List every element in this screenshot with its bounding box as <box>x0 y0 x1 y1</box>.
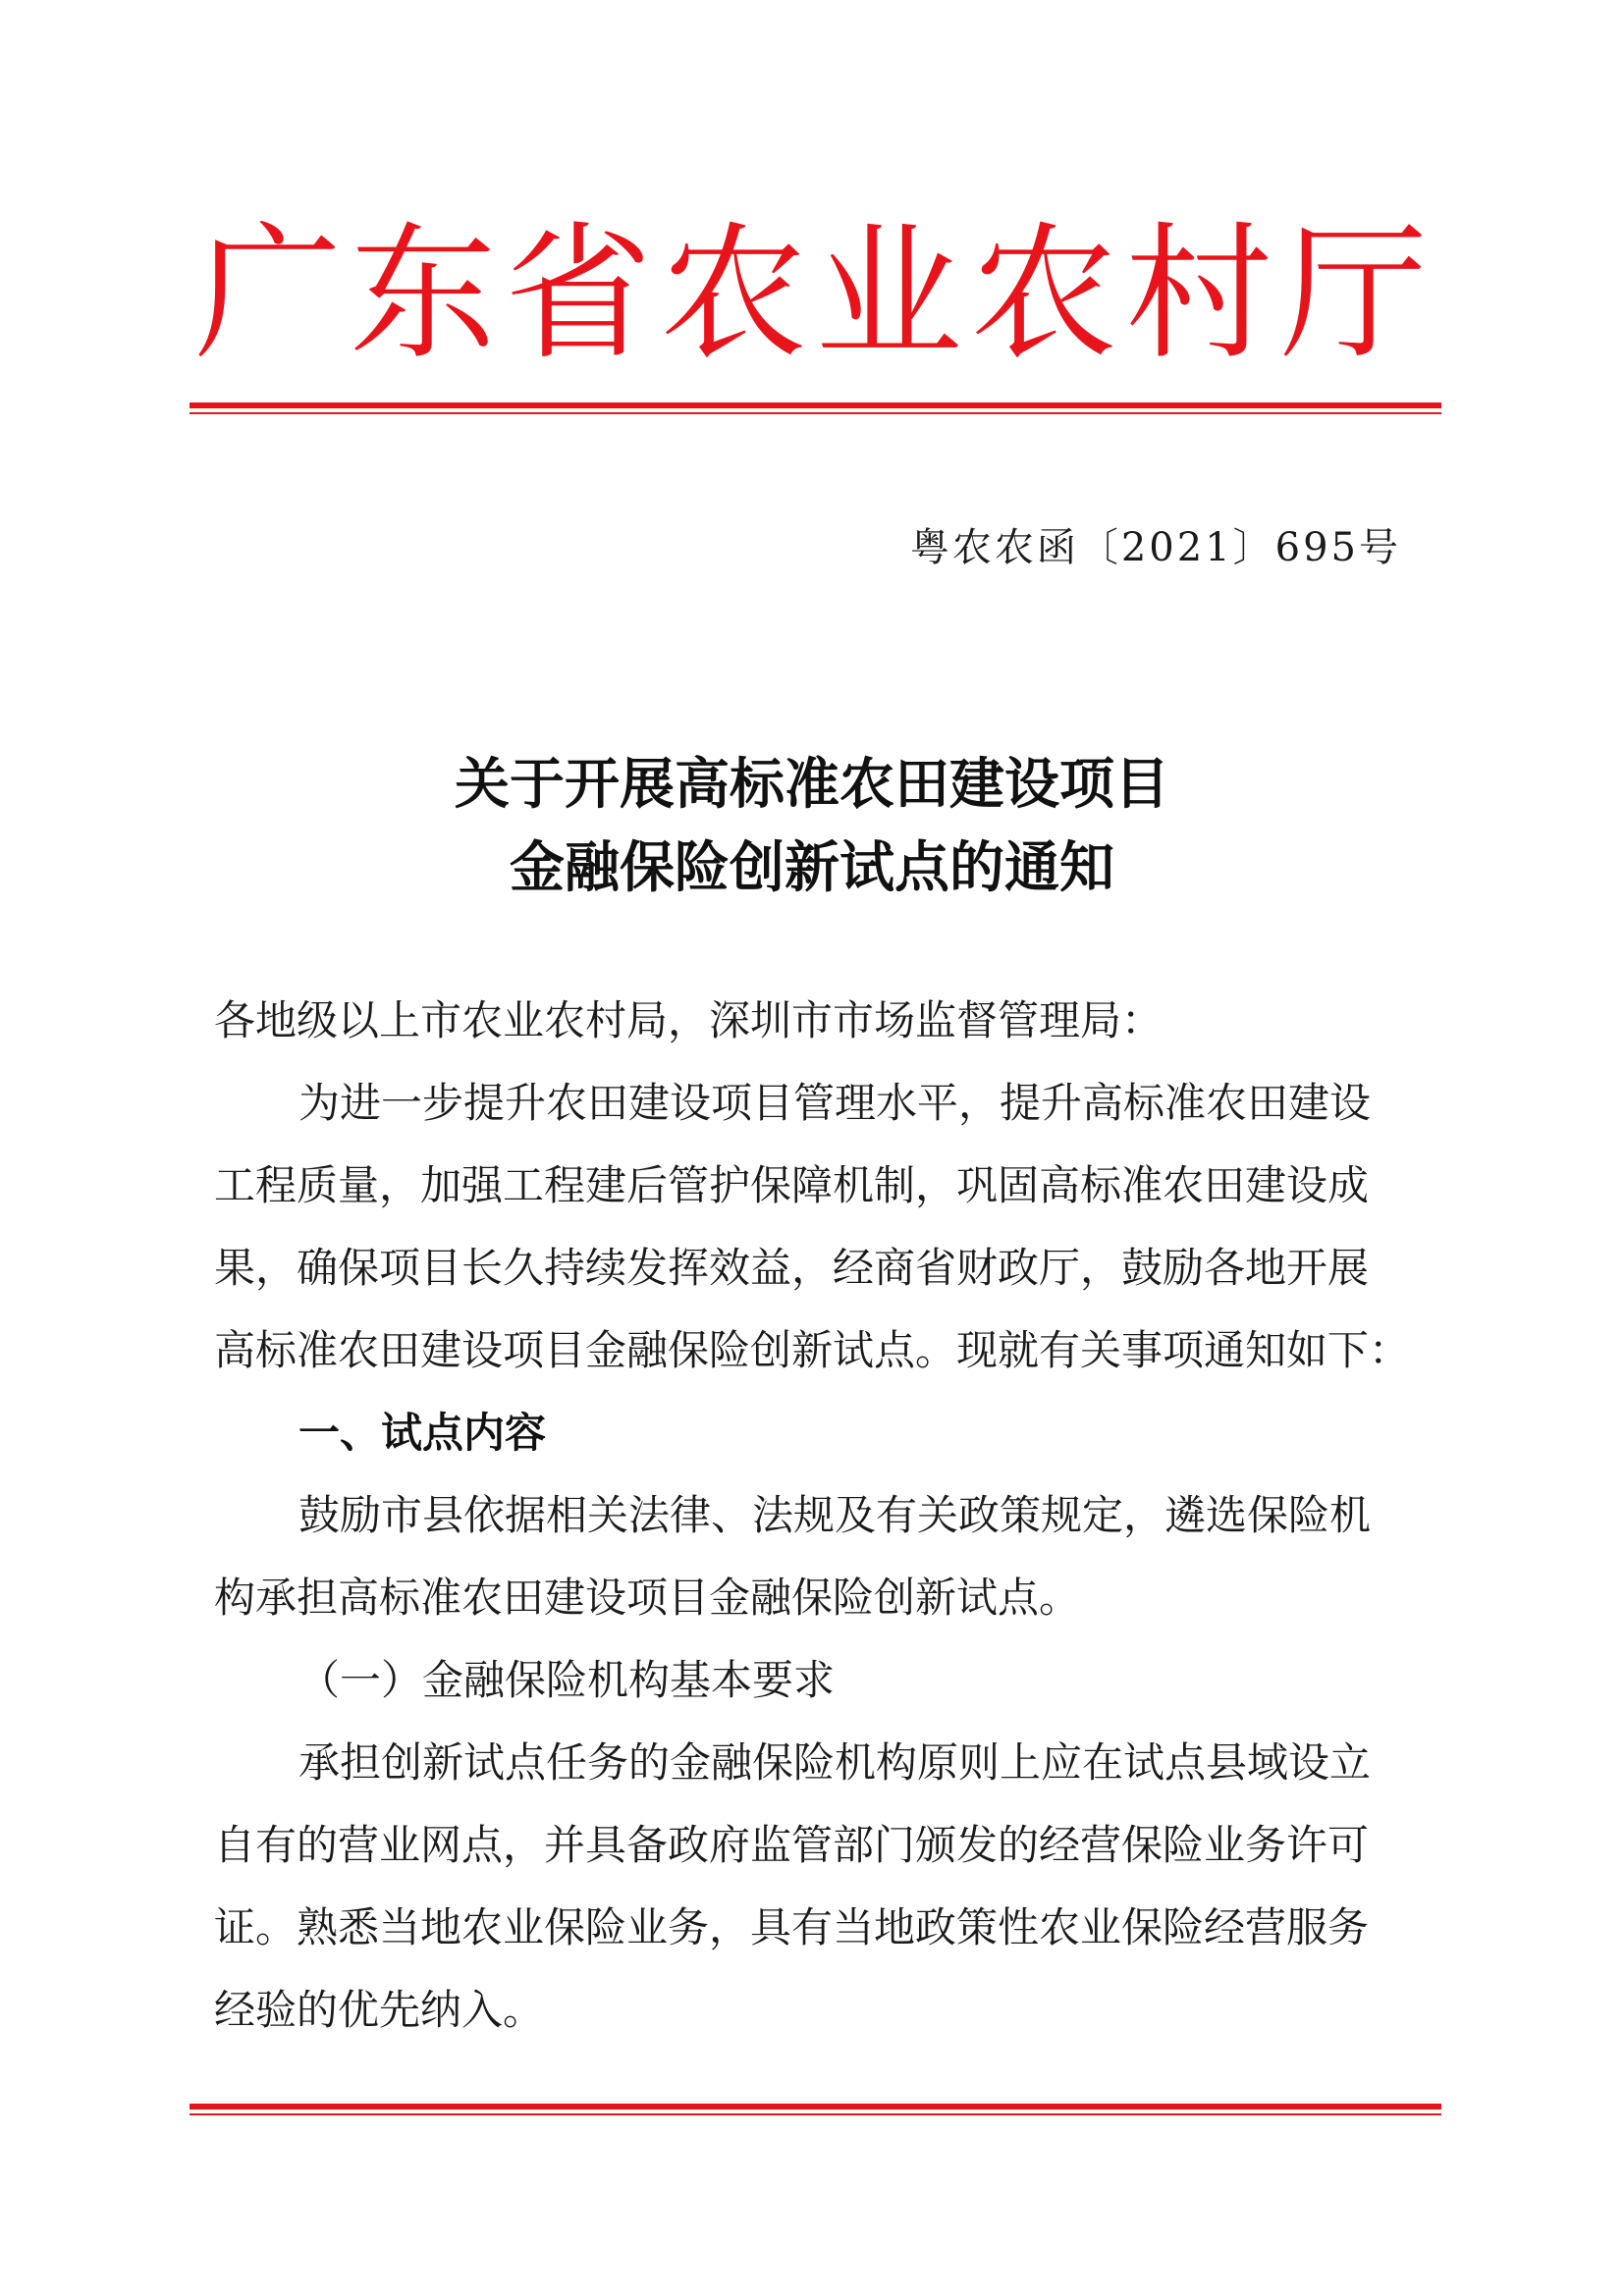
section-heading: 一、试点内容 <box>298 1409 547 1457</box>
body-line: 承担创新试点任务的金融保险机构原则上应在试点县域设立 <box>298 1738 1372 1787</box>
document-title-line-1: 关于开展高标准农田建设项目 <box>455 753 1169 817</box>
document-number: 粤农农函〔2021〕695号 <box>909 525 1401 570</box>
body-line: 果，确保项目长久持续发挥效益，经商省财政厅，鼓励各地开展 <box>214 1244 1370 1292</box>
body-line: 鼓励市县依据相关法律、法规及有关政策规定，遴选保险机 <box>298 1491 1372 1539</box>
agency-letterhead: 广东省农业农村厅 <box>193 209 1435 380</box>
document-title-line-2: 金融保险创新试点的通知 <box>510 836 1114 900</box>
body-line: 经验的优先纳入。 <box>214 1986 545 2034</box>
body-line: 为进一步提升农田建设项目管理水平，提升高标准农田建设 <box>298 1079 1372 1127</box>
body-line: 工程质量，加强工程建后管护保障机制，巩固高标准农田建设成 <box>214 1161 1370 1209</box>
body-line: 构承担高标准农田建设项目金融保险创新试点。 <box>214 1574 1081 1622</box>
subsection-heading: （一）金融保险机构基本要求 <box>298 1656 836 1704</box>
salutation: 各地级以上市农业农村局，深圳市市场监督管理局： <box>214 996 1164 1044</box>
body-line: 自有的营业网点，并具备政府监管部门颁发的经营保险业务许可 <box>214 1821 1370 1869</box>
body-line: 证。熟悉当地农业保险业务，具有当地政策性农业保险经营服务 <box>214 1903 1370 1951</box>
body-line: 高标准农田建设项目金融保险创新试点。现就有关事项通知如下： <box>214 1326 1411 1374</box>
